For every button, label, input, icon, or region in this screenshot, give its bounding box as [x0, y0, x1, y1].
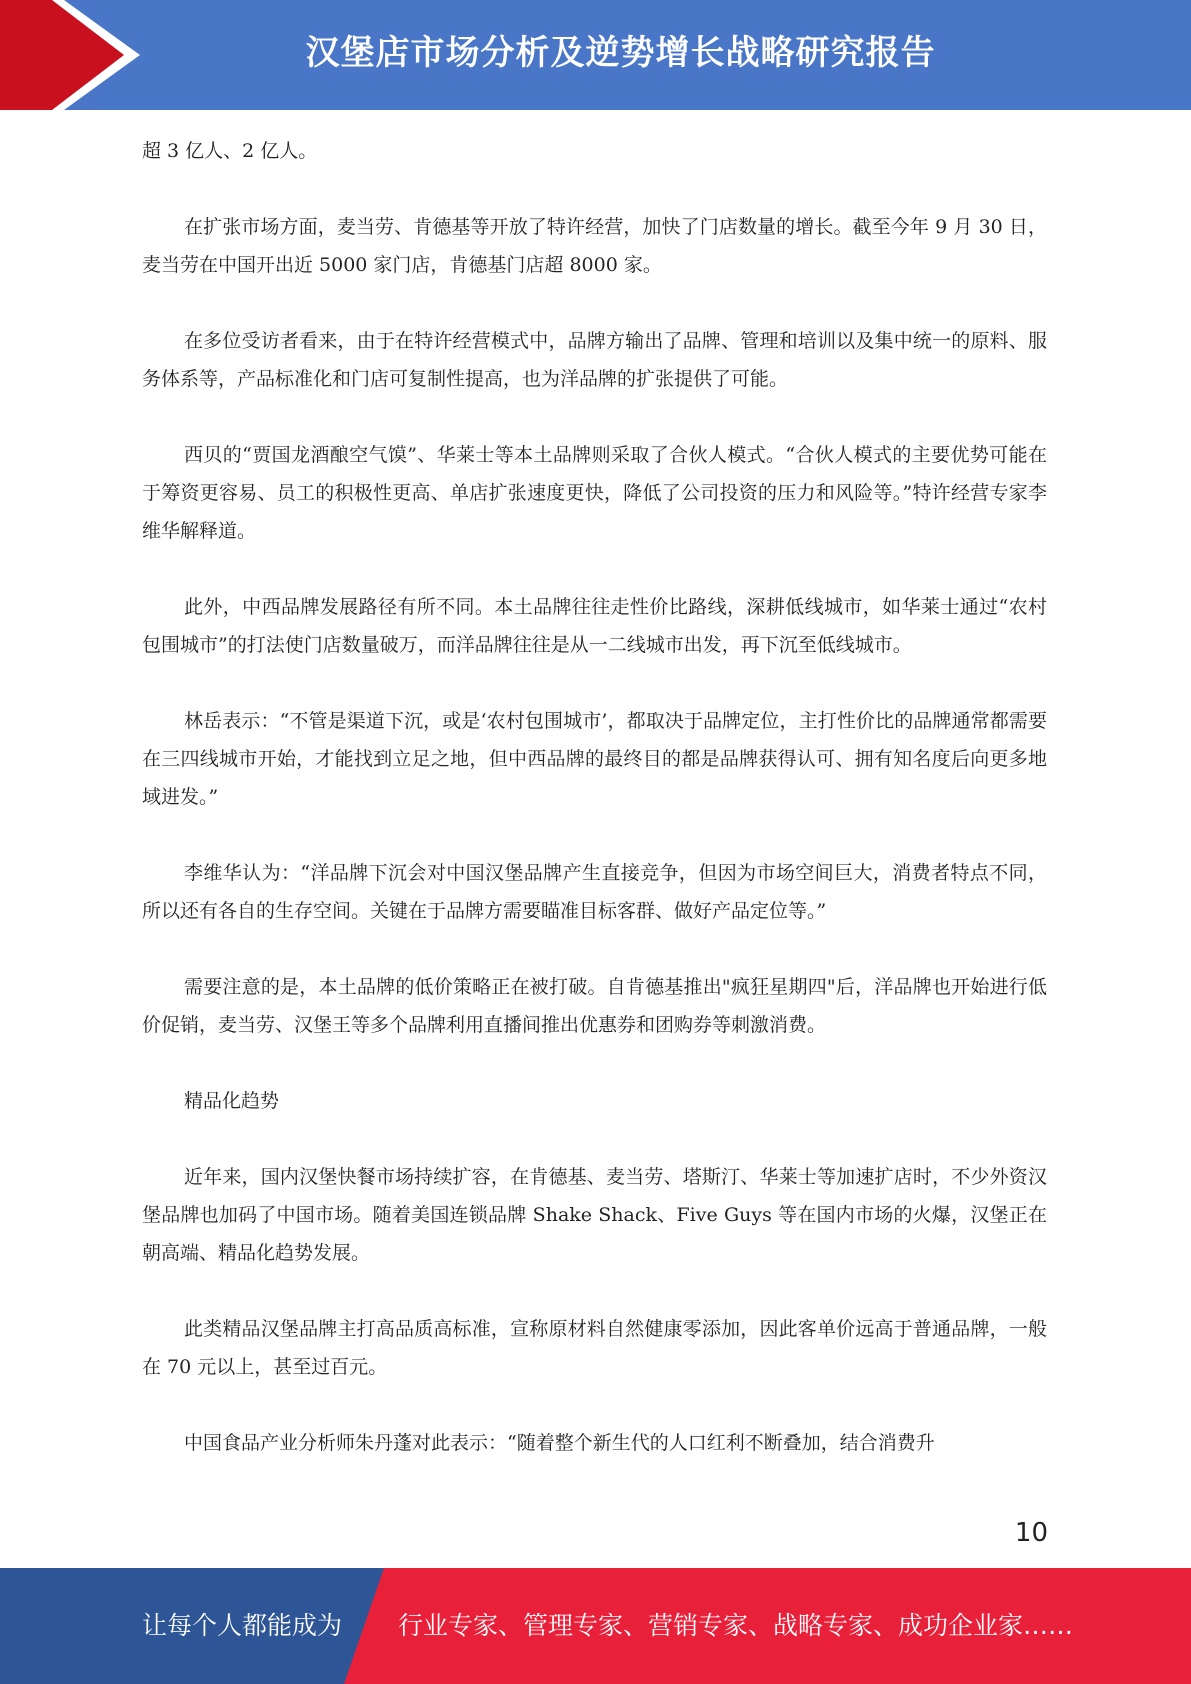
page-number: 10 — [1014, 1518, 1048, 1548]
paragraph: 此外，中西品牌发展路径有所不同。本土品牌往往走性价比路线，深耕低线城市，如华莱士通过“农村包围城市”的打法使门店数量破万，而洋品牌往往是从一二线城市出发，再下沉至低线城市。 — [142, 596, 1047, 656]
footer-slogan-right: 行业专家、管理专家、营销专家、战略专家、成功企业家…… — [398, 1611, 1074, 1640]
paragraph: 在多位受访者看来，由于在特许经营模式中，品牌方输出了品牌、管理和培训以及集中统一的原料、服务体系等，产品标准化和门店可复制性提高，也为洋品牌的扩张提供了可能。 — [142, 330, 1047, 390]
paragraph: 中国食品产业分析师朱丹蓬对此表示：“随着整个新生代的人口红利不断叠加，结合消费升 — [184, 1432, 935, 1454]
paragraph: 需要注意的是，本土品牌的低价策略正在被打破。自肯德基推出"疯狂星期四"后，洋品牌也开始进行低价促销，麦当劳、汉堡王等多个品牌利用直播间推出优惠券和团购券等刺激消费。 — [142, 976, 1047, 1036]
paragraph: 李维华认为：“洋品牌下沉会对中国汉堡品牌产生直接竞争，但因为市场空间巨大，消费者特点不同，所以还有各自的生存空间。关键在于品牌方需要瞄准目标客群、做好产品定位等。” — [142, 862, 1047, 922]
paragraph: 近年来，国内汉堡快餐市场持续扩容，在肯德基、麦当劳、塔斯汀、华莱士等加速扩店时，不少外资汉堡品牌也加码了中国市场。随着美国连锁品牌 Shake Shack、Five Guys 等在国内市场的火爆，汉堡正在朝高端、精品化趋势发展。 — [142, 1166, 1047, 1264]
report-title: 汉堡店市场分析及逆势增长战略研究报告 — [305, 33, 936, 73]
paragraph: 超 3 亿人、2 亿人。 — [142, 140, 318, 162]
paragraph: 林岳表示：“不管是渠道下沉，或是‘农村包围城市’，都取决于品牌定位，主打性价比的品牌通常都需要在三四线城市开始，才能找到立足之地，但中西品牌的最终目的都是品牌获得认可、拥有知名度后向更多地域进发。” — [142, 710, 1047, 808]
paragraph: 西贝的“贾国龙酒酿空气馍”、华莱士等本土品牌则采取了合伙人模式。“合伙人模式的主要优势可能在于筹资更容易、员工的积极性更高、单店扩张速度更快，降低了公司投资的压力和风险等。”特许经营专家李维华解释道。 — [142, 444, 1047, 542]
footer-slogan-left: 让每个人都能成为 — [142, 1611, 343, 1640]
section-heading: 精品化趋势 — [184, 1090, 280, 1112]
page-header — [0, 0, 1191, 110]
document-body — [142, 132, 1047, 1500]
page-footer — [0, 1568, 1191, 1684]
header-arrow-decoration — [0, 0, 160, 110]
paragraph: 在扩张市场方面，麦当劳、肯德基等开放了特许经营，加快了门店数量的增长。截至今年 9 月 30 日，麦当劳在中国开出近 5000 家门店，肯德基门店超 8000 家。 — [142, 216, 1047, 276]
paragraph: 此类精品汉堡品牌主打高品质高标准，宣称原材料自然健康零添加，因此客单价远高于普通品牌，一般在 70 元以上，甚至过百元。 — [142, 1318, 1047, 1378]
